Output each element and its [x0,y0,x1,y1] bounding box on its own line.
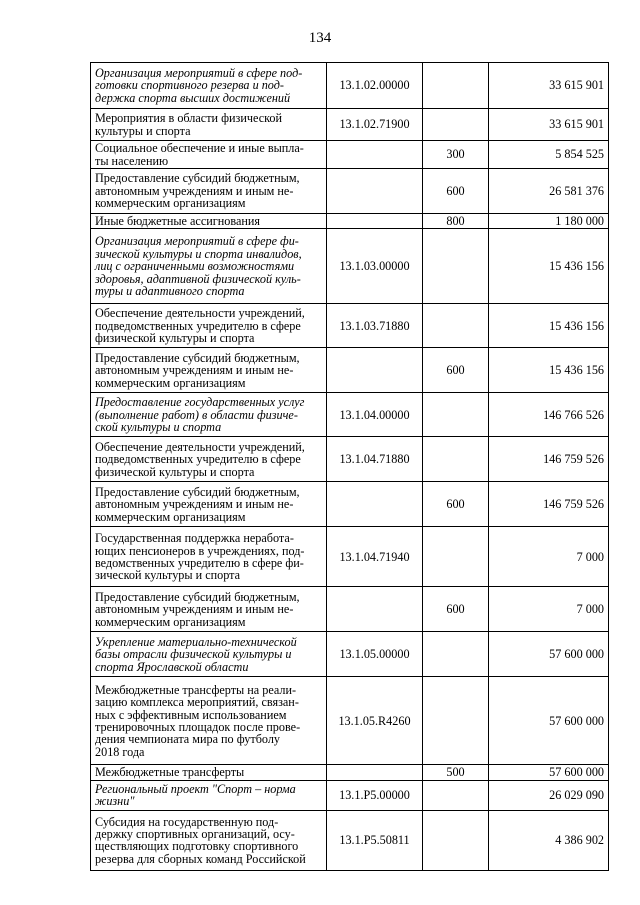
row-sum-text: 7 000 [576,549,604,564]
row-name-cell [91,437,327,482]
row-code-cell [327,348,423,393]
row-sum-text: 146 759 526 [543,452,604,467]
page-number: 134 [308,30,332,46]
table-row [91,393,609,437]
row-name-cell [91,141,327,169]
row-name-cell [91,214,327,229]
row-code-cell [327,437,423,482]
row-name-cell [91,527,327,587]
row-type-cell [423,63,489,109]
row-name-cell [91,677,327,765]
row-type-text: 500 [446,765,465,780]
row-code-cell [327,810,423,870]
row-sum-cell [489,169,609,214]
row-type-cell [423,393,489,437]
row-type-cell [423,348,489,393]
row-code-cell [327,109,423,141]
row-name-cell [91,810,327,870]
row-name-text: Межбюджетные трансферты на реали- зацию комплекса мероприятий, связан- ных с эффективным использованием тренировочных площадок после прове- дения чемпионата мира по футболу 2018 года [95,682,301,759]
row-code-text: 13.1.04.71880 [339,452,410,467]
row-sum-text: 4 386 902 [555,833,604,848]
row-type-text: 600 [446,602,465,617]
row-sum-text: 26 581 376 [549,183,604,198]
row-type-cell [423,229,489,304]
row-sum-cell [489,109,609,141]
row-sum-cell [489,780,609,810]
row-sum-cell [489,810,609,870]
row-name-text: Государственная поддержка неработа- ющих пенсионеров в учреждениях, под- ведомственных учредителю в сфере фи- зической культуры и спорта [95,531,305,583]
row-sum-cell [489,765,609,780]
table-row [91,214,609,229]
row-sum-text: 5 854 525 [555,147,604,162]
row-code-cell [327,63,423,109]
row-sum-text: 7 000 [576,602,604,617]
row-code-text: 13.1.04.71940 [339,549,410,564]
row-sum-text: 33 615 901 [549,117,604,132]
row-name-text: Предоставление субсидий бюджетным, автономным учреждениям и иным не- коммерческим организациям [95,589,300,629]
row-name-text: Укрепление материально-технической базы отрасли физической культуры и спорта Ярославской области [95,634,297,674]
row-code-text: 13.1.03.71880 [339,318,410,333]
row-code-text: 13.1.04.00000 [339,407,410,422]
row-sum-cell [489,214,609,229]
row-type-cell [423,169,489,214]
table-row [91,437,609,482]
row-name-cell [91,348,327,393]
table-row [91,810,609,870]
row-type-cell [423,141,489,169]
row-name-text: Субсидия на государственную под- держку спортивных организаций, осу- ществляющих подготовку спортивного резерва для сборных команд Российской [95,814,306,866]
row-code-text: 13.1.03.00000 [339,259,410,274]
row-sum-text: 57 600 000 [549,713,604,728]
row-name-text: Иные бюджетные ассигнования [95,214,261,228]
table-row [91,141,609,169]
row-name-cell [91,109,327,141]
row-code-cell [327,169,423,214]
row-sum-cell [489,348,609,393]
row-name-cell [91,587,327,632]
row-sum-text: 15 436 156 [549,318,604,333]
row-code-cell [327,214,423,229]
row-type-cell [423,527,489,587]
row-name-cell [91,780,327,810]
row-sum-text: 15 436 156 [549,259,604,274]
row-code-text: 13.1.Р5.50811 [339,833,410,848]
row-name-cell [91,304,327,348]
row-code-text: 13.1.Р5.00000 [339,788,410,803]
row-name-text: Предоставление государственных услуг (выполнение работ) в области физиче- ской культуры и спорта [95,395,305,435]
row-name-text: Предоставление субсидий бюджетным, автономным учреждениям и иным не- коммерческим организациям [95,350,300,390]
row-name-text: Обеспечение деятельности учреждений, подведомственных учредителю в сфере физической культуры и спорта [95,306,305,346]
row-sum-cell [489,632,609,677]
row-name-text: Социальное обеспечение и иные выпла- ты населению [95,141,304,168]
row-type-cell [423,632,489,677]
row-type-text: 600 [446,497,465,512]
row-name-cell [91,482,327,527]
row-code-cell [327,304,423,348]
row-type-text: 800 [446,214,465,228]
row-type-cell [423,677,489,765]
table-row [91,229,609,304]
row-name-text: Мероприятия в области физической культуры и спорта [95,111,283,138]
row-name-cell [91,169,327,214]
row-type-cell [423,810,489,870]
table-row [91,348,609,393]
row-sum-cell [489,482,609,527]
row-type-cell [423,482,489,527]
table-row [91,304,609,348]
row-type-text: 600 [446,363,465,378]
row-type-cell [423,214,489,229]
row-sum-cell [489,587,609,632]
row-type-cell [423,780,489,810]
row-name-cell [91,632,327,677]
row-name-text: Предоставление субсидий бюджетным, автономным учреждениям и иным не- коммерческим организациям [95,171,300,211]
row-code-cell [327,229,423,304]
row-sum-text: 26 029 090 [549,788,604,803]
table-row [91,169,609,214]
row-sum-cell [489,677,609,765]
row-name-cell [91,63,327,109]
table-row [91,109,609,141]
table-row [91,527,609,587]
row-name-text: Региональный проект "Спорт – норма жизни" [95,781,296,809]
row-type-cell [423,587,489,632]
row-type-text: 300 [446,147,465,162]
row-sum-cell [489,229,609,304]
row-sum-text: 33 615 901 [549,78,604,93]
table-row [91,780,609,810]
row-type-cell [423,437,489,482]
row-sum-text: 146 766 526 [543,407,604,422]
row-code-text: 13.1.05.R4260 [338,713,411,728]
row-type-cell [423,109,489,141]
row-name-cell [91,393,327,437]
row-code-cell [327,527,423,587]
row-sum-cell [489,527,609,587]
row-sum-text: 57 600 000 [549,765,604,780]
row-code-cell [327,482,423,527]
row-code-text: 13.1.05.00000 [339,647,410,662]
table-row [91,677,609,765]
row-name-text: Предоставление субсидий бюджетным, автономным учреждениям и иным не- коммерческим организациям [95,484,300,524]
row-name-text: Организация мероприятий в сфере фи- зической культуры и спорта инвалидов, лиц с ограниченными возможностями здоровья, адаптивной физической куль- туры и адаптивного спорта [95,234,302,299]
row-name-text: Обеспечение деятельности учреждений, подведомственных учредителю в сфере физической культуры и спорта [95,439,305,479]
row-name-text: Межбюджетные трансферты [95,765,245,780]
row-code-cell [327,393,423,437]
row-code-cell [327,141,423,169]
row-sum-text: 15 436 156 [549,363,604,378]
row-sum-cell [489,141,609,169]
table-row [91,765,609,780]
row-sum-cell [489,63,609,109]
row-sum-text: 146 759 526 [543,497,604,512]
row-name-cell [91,765,327,780]
row-type-text: 600 [446,183,465,198]
row-name-cell [91,229,327,304]
row-sum-cell [489,437,609,482]
row-code-cell [327,587,423,632]
row-code-cell [327,677,423,765]
row-code-cell [327,765,423,780]
table-row [91,587,609,632]
row-sum-text: 1 180 000 [555,214,604,228]
row-code-text: 13.1.02.00000 [339,78,410,93]
table-row [91,632,609,677]
row-code-cell [327,632,423,677]
row-sum-cell [489,393,609,437]
row-code-cell [327,780,423,810]
row-type-cell [423,765,489,780]
table-row [91,482,609,527]
row-code-text: 13.1.02.71900 [339,117,410,132]
row-sum-text: 57 600 000 [549,647,604,662]
row-type-cell [423,304,489,348]
row-sum-cell [489,304,609,348]
budget-table [90,62,609,871]
row-name-text: Организация мероприятий в сфере под- готовки спортивного резерва и под- держка спорта высших достижений [95,65,303,105]
table-row [91,63,609,109]
